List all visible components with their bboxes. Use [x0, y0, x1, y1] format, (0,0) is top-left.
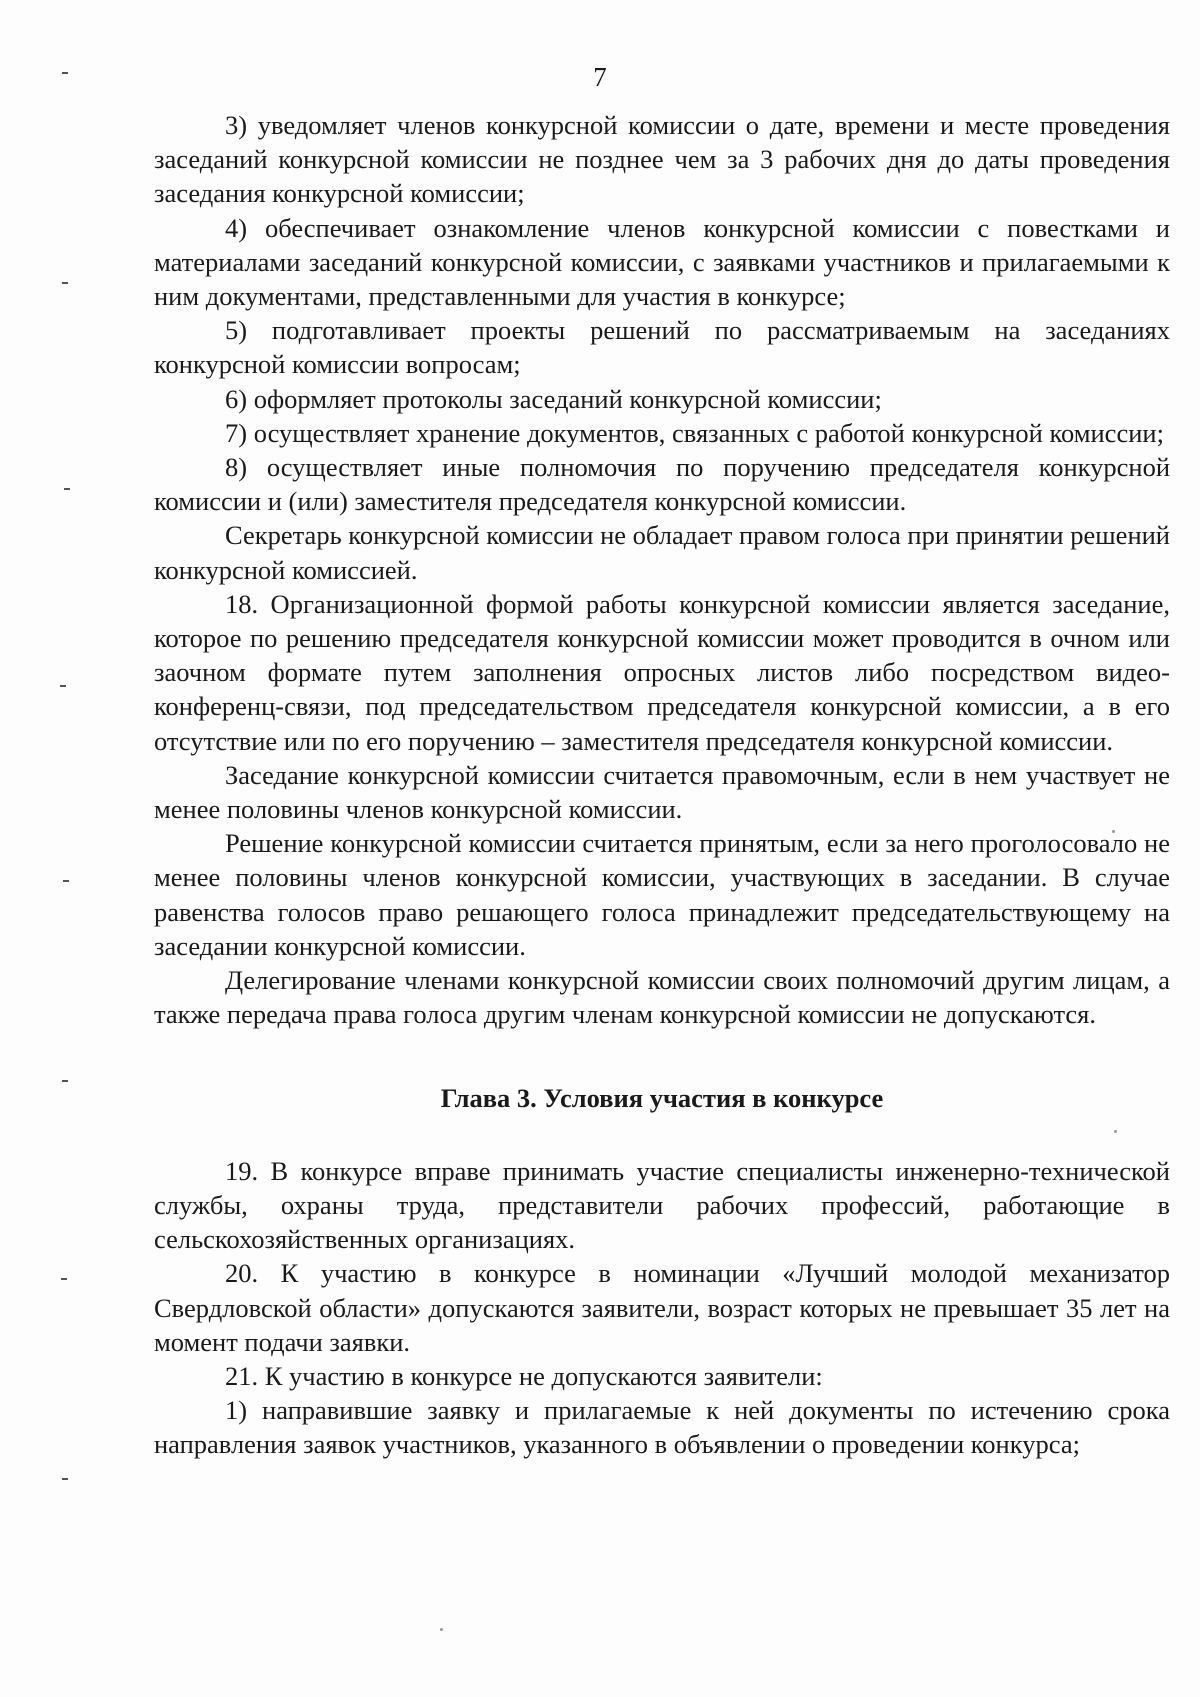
scan-speck — [440, 1628, 443, 1631]
scan-mark — [62, 72, 68, 74]
chapter-title: Глава 3. Условия участия в конкурсе — [440, 1083, 884, 1114]
paragraph: 4) обеспечивает ознакомление членов конкурсной комиссии с повестками и материалами заседаний конкурсной комиссии, с заявками участников и прилагаемыми к ним документами, представленными для участия в конкурсе; — [154, 212, 1170, 312]
scan-mark — [62, 1080, 68, 1082]
scan-mark — [64, 488, 70, 490]
document-body — [154, 108, 1170, 1462]
paragraph: 8) осуществляет иные полномочия по поручению председателя конкурсной комиссии и (или) заместителя председателя конкурсной комиссии. — [154, 452, 1170, 517]
paragraph: 3) уведомляет членов конкурсной комиссии о дате, времени и месте проведения заседаний конкурсной комиссии не позднее чем за 3 рабочих дня до даты проведения заседания конкурсной комиссии; — [154, 110, 1170, 209]
paragraph: 6) оформляет протоколы заседаний конкурсной комиссии; — [225, 383, 882, 414]
scan-mark — [63, 880, 69, 882]
scan-mark — [60, 685, 66, 687]
scan-mark — [62, 282, 68, 284]
paragraph: 5) подготавливает проекты решений по рассматриваемым на заседаниях конкурсной комиссии вопросам; — [154, 315, 1170, 380]
scan-mark — [61, 1278, 67, 1280]
scan-mark — [62, 1478, 68, 1480]
page-number: 7 — [593, 62, 607, 92]
paragraph: 20. К участию в конкурсе в номинации «Лучший молодой механизатор Свердловской области» допускаются заявители, возраст которых не превышает 35 лет на момент подачи заявки. — [154, 1258, 1170, 1357]
paragraph: 7) осуществляет хранение документов, связанных с работой конкурсной комиссии; — [225, 417, 1164, 448]
paragraph: Заседание конкурсной комиссии считается правомочным, если в нем участвует не менее половины членов конкурсной комиссии. — [154, 759, 1170, 825]
paragraph: 1) направившие заявку и прилагаемые к ней документы по истечению срока направления заявок участников, указанного в объявлении о проведении конкурса; — [154, 1395, 1170, 1460]
paragraph: Делегирование членами конкурсной комиссии своих полномочий другим лицам, а также передача права голоса другим членам конкурсной комиссии не допускаются. — [154, 965, 1170, 1030]
paragraph: 19. В конкурсе вправе принимать участие специалисты инженерно-технической службы, охраны труда, представители рабочих профессий, работающие в сельскохозяйственных организациях. — [154, 1155, 1170, 1255]
paragraph: Секретарь конкурсной комиссии не обладает правом голоса при принятии решений конкурсной комиссией. — [154, 520, 1170, 585]
paragraph: Решение конкурсной комиссии считается принятым, если за него проголосовало не менее половины членов конкурсной комиссии, участвующих в заседании. В случае равенства голосов право решающего голоса принадлежит председательствующему на заседании конкурсной комиссии. — [154, 828, 1170, 961]
paragraph: 18. Организационной формой работы конкурсной комиссии является заседание, которое по решению председателя конкурсной комиссии может проводится в очном или заочном формате путем заполнения опросных листов либо посредством видео-конференц-связи, под председательством председателя конкурсной комиссии, а в его отсутствие или по его поручению – заместителя председателя конкурсной комиссии. — [154, 588, 1170, 756]
paragraph: 21. К участию в конкурсе не допускаются заявители: — [225, 1360, 823, 1391]
